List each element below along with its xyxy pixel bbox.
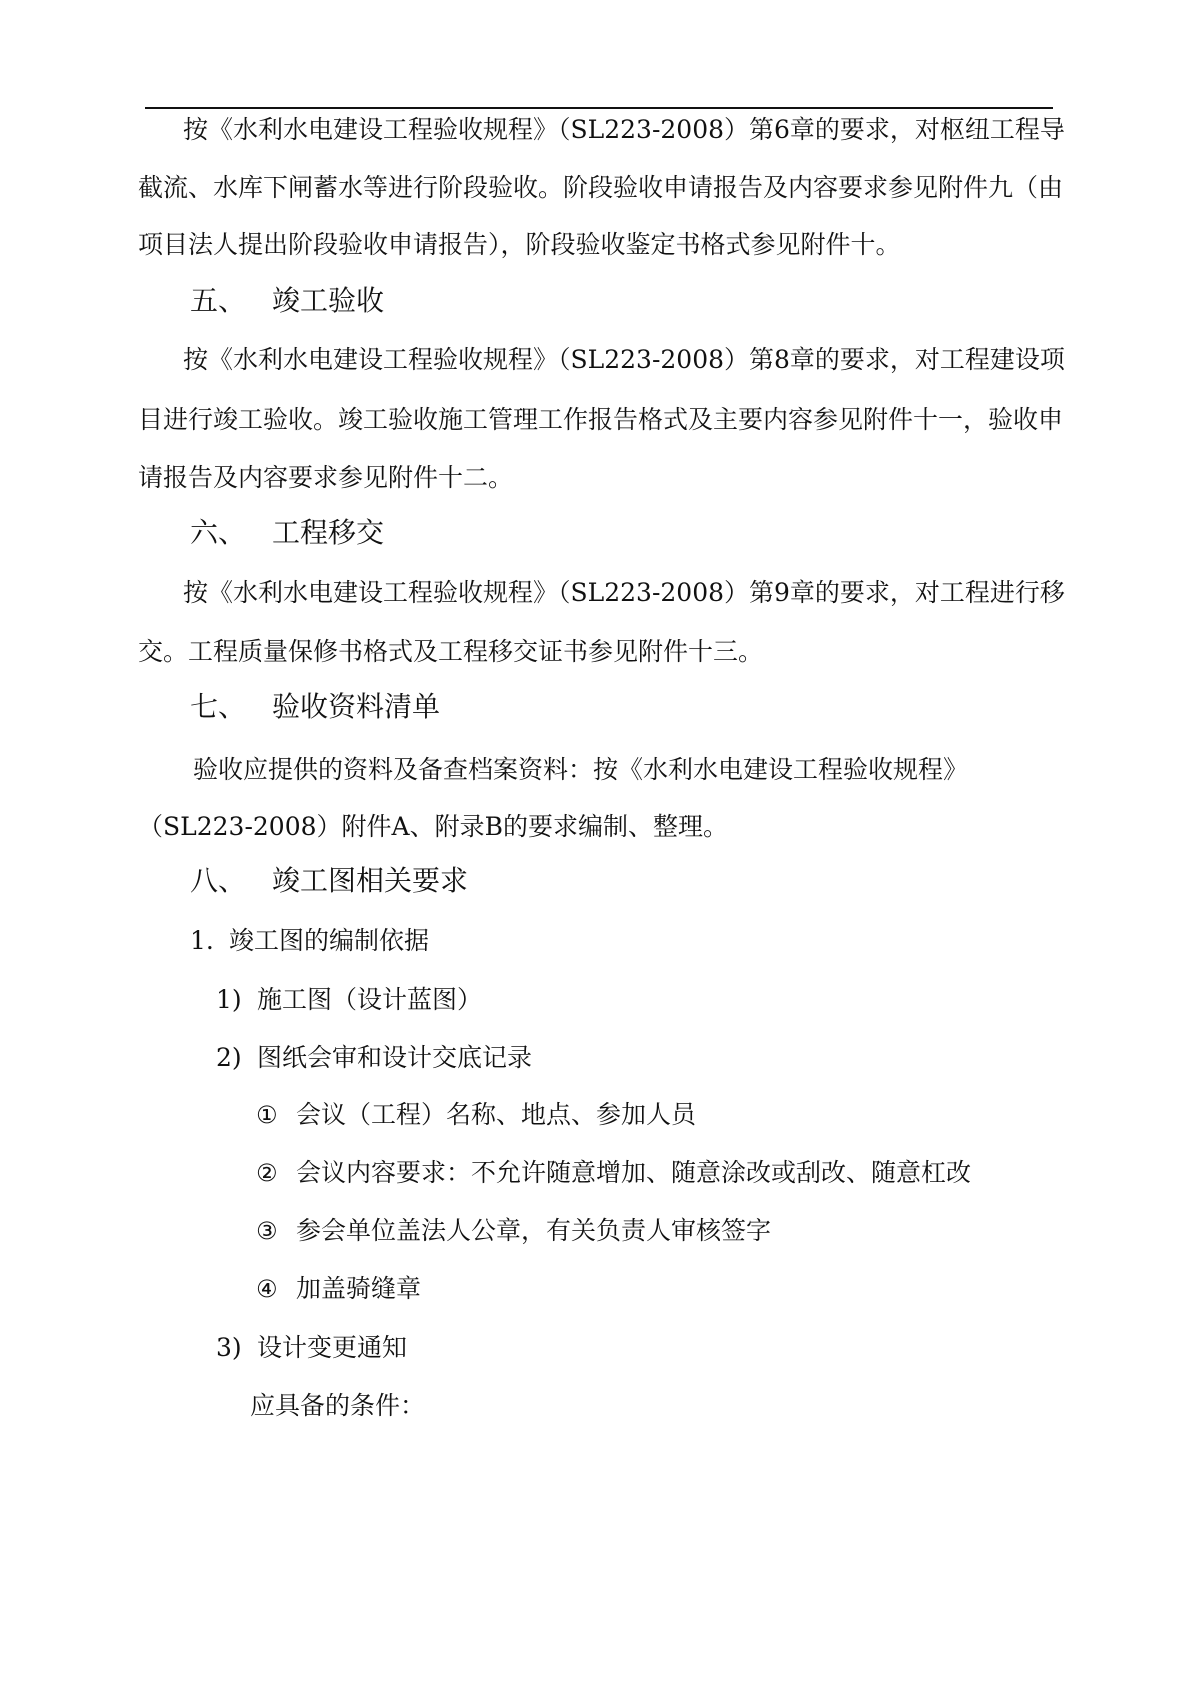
section-heading	[0, 286, 1191, 316]
sub-list-item	[0, 1043, 1191, 1073]
circled-item-text: 会议内容要求：不允许随意增加、随意涂改或刮改、随意杠改	[296, 1158, 972, 1187]
circled-number: ①	[256, 1101, 278, 1129]
circled-list-item	[0, 1274, 1191, 1304]
section-heading	[0, 692, 1191, 722]
circled-item-text: 参会单位盖法人公章，有关负责人审核签字	[296, 1216, 772, 1245]
section-number: 六、	[190, 516, 247, 549]
conditions-label: 应具备的条件：	[250, 1391, 426, 1420]
paragraph-line: 目进行竣工验收。竣工验收施工管理工作报告格式及主要内容参见附件十一，验收申	[138, 405, 1064, 434]
section-title: 验收资料清单	[272, 690, 441, 723]
sub-list-item	[0, 1333, 1191, 1363]
paragraph-line: 请报告及内容要求参见附件十二。	[138, 463, 514, 492]
section-title: 竣工图相关要求	[272, 864, 469, 897]
section-number: 五、	[190, 284, 247, 317]
circled-item-text: 会议（工程）名称、地点、参加人员	[296, 1100, 697, 1129]
circled-number: ③	[256, 1217, 278, 1245]
section-heading	[0, 866, 1191, 896]
list-item-number: 1.	[190, 926, 214, 955]
paragraph-line: （SL223-2008）附件A、附录B的要求编制、整理。	[138, 812, 728, 841]
paragraph-line: 交。工程质量保修书格式及工程移交证书参见附件十三。	[138, 637, 764, 666]
circled-list-item	[0, 1216, 1191, 1246]
section-title: 竣工验收	[272, 284, 385, 317]
section-heading	[0, 518, 1191, 548]
paragraph-line: 按《水利水电建设工程验收规程》（SL223-2008）第9章的要求，对工程进行移	[183, 578, 1065, 607]
sub-list-item-text: 设计变更通知	[257, 1333, 408, 1362]
circled-list-item	[0, 1158, 1191, 1188]
circled-number: ②	[256, 1159, 278, 1187]
paragraph-line: 按《水利水电建设工程验收规程》（SL223-2008）第8章的要求，对工程建设项	[183, 345, 1065, 374]
list-item	[0, 926, 1191, 956]
paragraph-line: 截流、水库下闸蓄水等进行阶段验收。阶段验收申请报告及内容要求参见附件九（由	[138, 173, 1064, 202]
paragraph-line: 按《水利水电建设工程验收规程》（SL223-2008）第6章的要求，对枢纽工程导	[183, 115, 1065, 144]
circled-list-item	[0, 1100, 1191, 1130]
sub-list-item-number: 2)	[216, 1043, 242, 1072]
section-number: 八、	[190, 864, 247, 897]
sub-list-item-number: 1)	[216, 985, 242, 1014]
sub-list-item-text: 施工图（设计蓝图）	[257, 985, 483, 1014]
paragraph-line: 项目法人提出阶段验收申请报告），阶段验收鉴定书格式参见附件十。	[138, 230, 901, 259]
list-item-text: 竣工图的编制依据	[229, 926, 430, 955]
header-rule	[145, 107, 1053, 109]
circled-item-text: 加盖骑缝章	[296, 1274, 422, 1303]
sub-list-item-text: 图纸会审和设计交底记录	[257, 1043, 533, 1072]
sub-list-item-number: 3)	[216, 1333, 242, 1362]
paragraph-line: 验收应提供的资料及备查档案资料：按《水利水电建设工程验收规程》	[193, 755, 969, 784]
sub-list-item	[0, 985, 1191, 1015]
section-number: 七、	[190, 690, 247, 723]
circled-number: ④	[256, 1275, 278, 1303]
section-title: 工程移交	[272, 516, 385, 549]
